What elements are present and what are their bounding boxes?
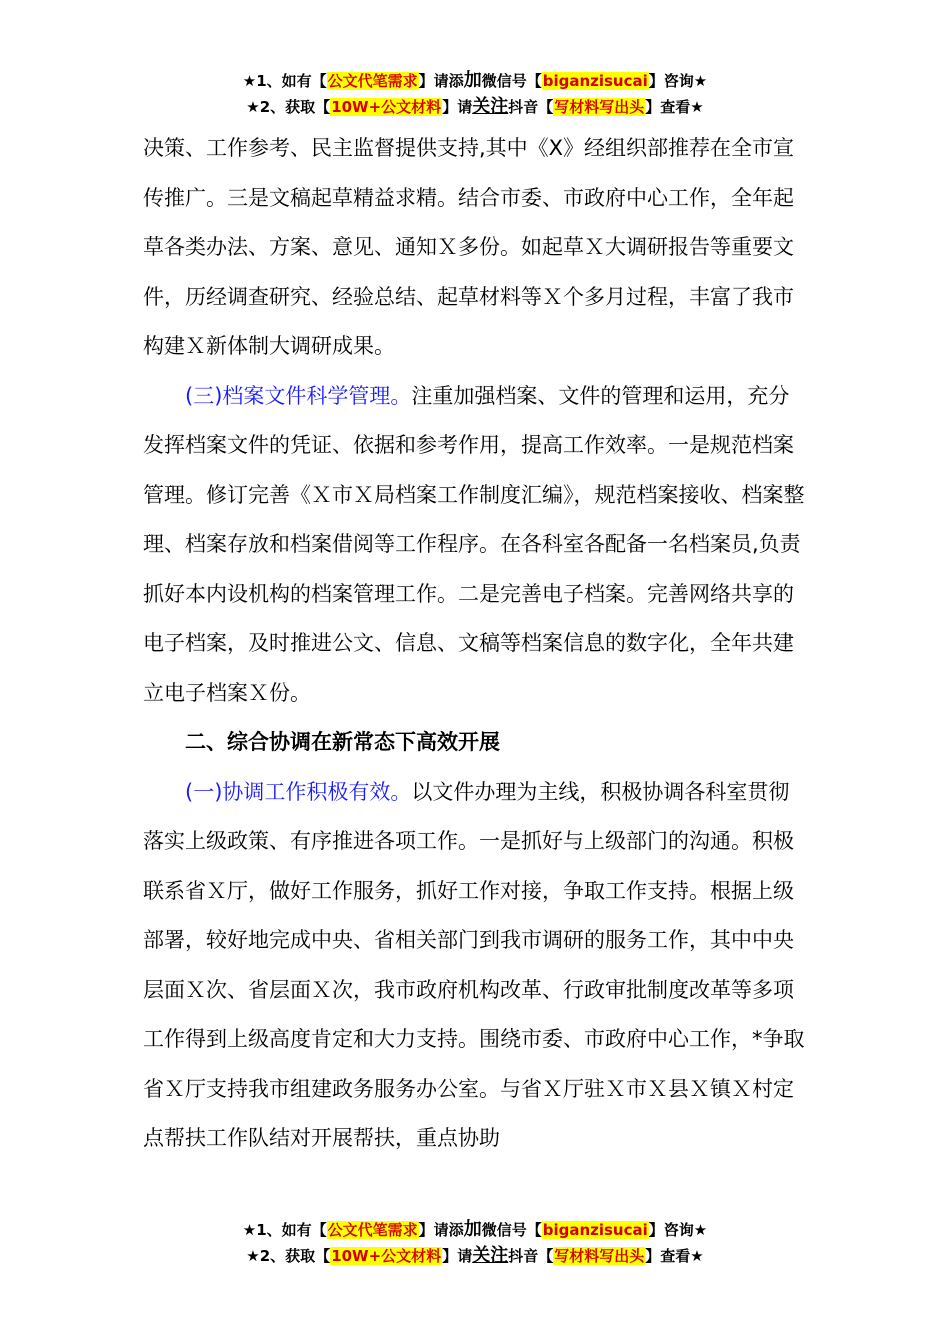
paragraph-1: 决策、工作参考、民主监督提供支持,其中《X》经组织部推荐在全市宣传推广。三是文稿起草精益求精。结合市委、市政府中心工作，全年起草各类办法、方案、意见、通知Ｘ多份。如起草Ｘ大调研报告等重要文件，历经调查研究、经验总结、起草材料等Ｘ个多月过程，丰富了我市构建Ｘ新体制大调研成果。 xyxy=(143,136,795,358)
document-body xyxy=(143,124,810,1164)
highlight-douyin: 写材料写出头 xyxy=(554,98,645,116)
banner-line-1: ★1、如有【公文代笔需求】请添加微信号【biganzisucai】咨询★ xyxy=(242,70,708,91)
highlight-service: 公文代笔需求 xyxy=(327,72,418,90)
header-banner xyxy=(0,68,950,120)
footer-banner xyxy=(0,1217,950,1269)
section-title-archives: (三)档案文件科学管理。 xyxy=(185,383,412,408)
section-heading-2: 二、综合协调在新常态下高效开展 xyxy=(185,730,500,754)
highlight-wechat-id: biganzisucai xyxy=(542,72,648,90)
footer-line-2: ★2、获取【10W+公文材料】请关注抖音【写材料写出头】查看★ xyxy=(246,1245,704,1266)
footer-line-1: ★1、如有【公文代笔需求】请添加微信号【biganzisucai】咨询★ xyxy=(242,1219,708,1240)
highlight-materials: 10W+公文材料 xyxy=(331,98,442,116)
paragraph-3: (一)协调工作积极有效。以文件办理为主线，积极协调各科室贯彻落实上级政策、有序推进各项工作。一是抓好与上级部门的沟通。积极联系省Ｘ厅，做好工作服务，抓好工作对接，争取工作支持。根据上级部署，较好地完成中央、省相关部门到我市调研的服务工作，其中中央层面Ｘ次、省层面Ｘ次，我市政府机构改革、行政审批制度改革等多项工作得到上级高度肯定和大力支持。围绕市委、市政府中心工作，*争取省Ｘ厅支持我市组建政务服务办公室。与省Ｘ厅驻Ｘ市Ｘ县Ｘ镇Ｘ村定点帮扶工作队结对开展帮扶，重点协助 xyxy=(143,779,805,1150)
section-title-coordination: (一)协调工作积极有效。 xyxy=(185,779,412,804)
paragraph-2: (三)档案文件科学管理。注重加强档案、文件的管理和运用，充分发挥档案文件的凭证、依据和参考作用，提高工作效率。一是规范档案管理。修订完善《Ｘ市Ｘ局档案工作制度汇编》，规范档案接收、档案整理、档案存放和档案借阅等工作程序。在各科室各配备一名档案员,负责抓好本内设机构的档案管理工作。二是完善电子档案。完善网络共享的电子档案，及时推进公文、信息、文稿等档案信息的数字化，全年共建立电子档案Ｘ份。 xyxy=(143,383,805,705)
banner-line-2: ★2、获取【10W+公文材料】请关注抖音【写材料写出头】查看★ xyxy=(246,96,704,117)
